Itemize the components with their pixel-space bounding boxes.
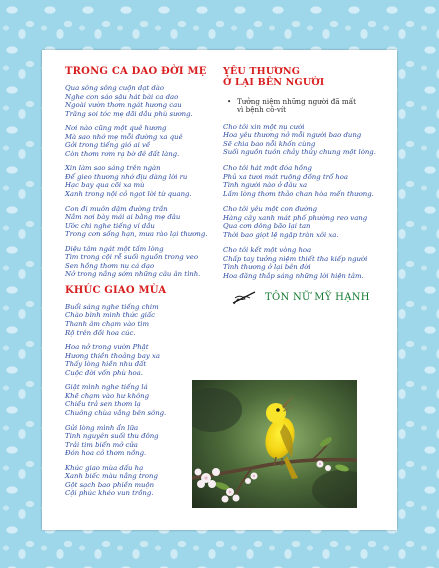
stanza [65, 164, 215, 198]
verse-line: Để gieo thương nhớ địu dàng lời ru [65, 172, 188, 181]
author-signature [231, 288, 391, 308]
verse-line: Ước chi nghe tiếng ví dầu [65, 221, 155, 230]
verse-line: Hoa nở trong vườn Phật [65, 343, 149, 352]
poem3-title-line2: Ở LẠI BÊN NGƯỜI [223, 77, 325, 88]
stanza [65, 84, 215, 118]
verse-line: Nắm nơi bày mái ai bằng mẹ đâu [65, 213, 181, 222]
dedication-line2: vì bệnh cô-vít [237, 105, 287, 115]
verse-line: Buổi sáng nghe tiếng chim [65, 302, 159, 311]
verse-line: Hạc bay qua cõi xa mù [65, 181, 145, 190]
verse-line: Sẽ chia bao nỗi khốn cùng [223, 139, 316, 148]
yellow-warbler-image [192, 380, 357, 508]
dedication-bullet: • [227, 97, 232, 106]
verse-line: Xanh biếc màu nắng trong [65, 472, 158, 481]
stanza [223, 246, 391, 280]
poem1-title: TRONG CA DAO ĐỜI MẸ [65, 66, 207, 77]
quill-pen-icon [231, 290, 259, 306]
stanza [65, 303, 215, 337]
poem3-body [223, 123, 391, 281]
poem3-title-line1: YÊU THƯƠNG [223, 66, 301, 77]
dedication [227, 98, 391, 115]
verse-line: Tìm trong cội rễ suối nguồn trong veo [65, 253, 198, 262]
verse-line: Thấy lòng hiền nhu đất [65, 360, 147, 369]
verse-line: Cho tôi xin một nụ cười [223, 122, 305, 131]
verse-line: Chiều trả sen thơm lạ [65, 400, 141, 409]
verse-line: Nơi nào cũng một quê hương [65, 124, 167, 133]
stanza [65, 124, 215, 158]
verse-line: Còn thơm rơm rạ bờ đê đất làng. [65, 149, 180, 158]
verse-line: Cho tôi kết một vòng hoa [223, 246, 312, 255]
verse-line: Hoa yêu thương nở mỗi người bao dung [223, 131, 362, 140]
stanza [65, 343, 215, 377]
poem3-title [223, 66, 391, 88]
verse-line: Trăng soi tóc mẹ dãi dầu phù sương. [65, 109, 193, 118]
stanza [223, 205, 391, 239]
verse-line: Cuộc đời vốn phù hoa. [65, 368, 143, 377]
verse-line: Phủ xa tươi mát ruộng đồng trổ hoa [223, 172, 348, 181]
verse-line: Diệu tâm ngát một tấm lòng [65, 244, 164, 253]
verse-line: Nghe con sáo sậu hát bài ca dao [65, 92, 179, 101]
verse-line: Sen hồng thơm nụ cá dạo [65, 261, 155, 270]
verse-line: Tình người nào ở đâu xa [223, 181, 308, 190]
stanza [223, 123, 391, 157]
verse-line: Hàng cây xanh mát phố phường reo vang [223, 213, 368, 222]
verse-line: Rộ trên đồi hoa cúc. [65, 328, 136, 337]
stanza [65, 245, 215, 279]
dedication-text [237, 98, 356, 115]
verse-line: Gửi lòng mình ẩn lữa [65, 423, 139, 432]
verse-line: Qua cơn dông bão lại tan [223, 222, 311, 231]
verse-line: Qua sông sông cuộn dạt dào [65, 84, 165, 92]
verse-line: Thanh âm chạm vào tim [65, 320, 150, 329]
verse-line: Giật mình nghe tiếng lá [65, 383, 148, 392]
verse-line: Xanh trong nội cỏ ngọt lời từ quang. [65, 190, 192, 199]
verse-line: Gột sạch bao phiền muộn [65, 480, 155, 489]
verse-line: Con đi muôn dặm đường trần [65, 204, 168, 213]
dedication-line1: Tưởng niệm những người đã mất [237, 97, 356, 106]
verse-line: Cho tôi hát một đóa hồng [223, 164, 312, 172]
verse-line: Chuông chùa vắng bên sông. [65, 408, 167, 417]
verse-line: Cội phúc khéo vun trồng. [65, 489, 154, 498]
poem1-body [65, 84, 215, 279]
verse-line: Ngoài vườn thơm ngát hương cau [65, 101, 182, 110]
poem2-title: KHÚC GIAO MÙA [65, 284, 167, 296]
stanza [65, 205, 215, 239]
right-column [223, 66, 391, 308]
verse-line: Đón hoa cỏ thơm nồng. [65, 449, 147, 458]
verse-line: Mà sao nhớ mẹ mỗi đường xa quê [65, 132, 183, 141]
verse-line: Chấp tay tưởng niệm thiết tha kiếp người [223, 254, 368, 263]
verse-line: Hoa đăng thắp sáng những lời hiện tâm. [223, 272, 364, 281]
verse-line: Trong cơn sống hạn, mưa rào lại thương. [65, 230, 208, 239]
verse-line: Chào bình minh thức giấc [65, 311, 156, 320]
bird-photo [192, 380, 357, 508]
author-name: TÔN NỮ MỸ HẠNH [265, 292, 370, 304]
verse-line: Hương thiền thoảng bay xa [65, 351, 161, 360]
stanza [223, 164, 391, 198]
verse-line: Tinh nguyên suối thu đông [65, 432, 159, 441]
verse-line: Gởi trong tiếng gió ai về [65, 141, 151, 150]
poetry-page [42, 50, 397, 530]
verse-line: Tình thương ở lại bên đời [223, 263, 311, 272]
verse-line: Suối nguồn tuôn chảy thủy chung một lòng. [223, 148, 376, 157]
verse-line: Khúc giao mùa dấu hạ [65, 463, 144, 472]
verse-line: Khẽ chạm vào hư không [65, 391, 149, 400]
verse-line: Nở trong nắng sớm những câu ân tình. [65, 270, 201, 279]
verse-line: Lấm lòng thơm thảo chan hòa mến thương. [223, 189, 374, 198]
verse-line: Trải tim biển mở cửa [65, 440, 138, 449]
verse-line: Thời bao giọt lệ ngập tràn xôi xa. [223, 230, 339, 239]
verse-line: Xin làm sao sáng trên ngàn [65, 164, 161, 173]
verse-line: Cho tôi yêu một con đường [223, 205, 318, 214]
